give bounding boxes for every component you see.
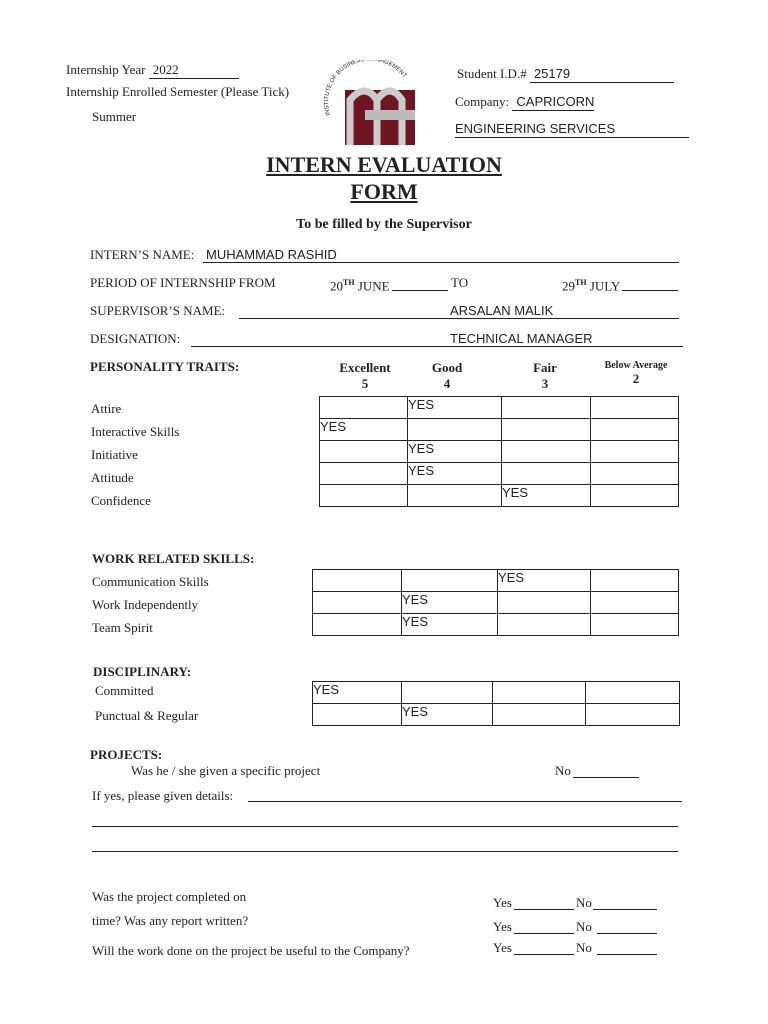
student-id-row — [457, 66, 674, 83]
rating-cell[interactable] — [408, 485, 502, 507]
yes-label-3: Yes — [493, 940, 512, 955]
project-details-line-3[interactable] — [92, 851, 678, 852]
period-to-day: 29 — [562, 278, 575, 294]
rating-cell[interactable] — [408, 419, 502, 441]
rating-cell[interactable] — [313, 614, 402, 636]
table-row — [320, 463, 679, 485]
rating-cell[interactable] — [313, 570, 402, 592]
rating-cell[interactable] — [591, 592, 679, 614]
no-label-2: No — [576, 919, 592, 934]
period-to[interactable] — [562, 275, 620, 294]
project-details-line-1[interactable] — [248, 801, 682, 802]
rating-cell[interactable] — [591, 485, 679, 507]
no-label-3: No — [576, 940, 592, 955]
yes-label-1: Yes — [493, 895, 512, 910]
rating-cell[interactable] — [591, 397, 679, 419]
company-row — [455, 94, 594, 111]
project-completed-question-1: Was the project completed on — [92, 889, 247, 904]
row-label: Communication Skills — [92, 574, 209, 589]
table-row — [320, 485, 679, 507]
rating-cell[interactable]: YES — [408, 441, 502, 463]
form-title-2: FORM — [350, 179, 418, 204]
institute-logo — [320, 60, 420, 150]
rating-cell[interactable] — [313, 592, 402, 614]
rating-excellent — [322, 360, 408, 392]
rating-cell[interactable] — [502, 441, 591, 463]
period-to-sup: TH — [575, 278, 587, 287]
rating-cell[interactable] — [320, 485, 408, 507]
rating-fair — [502, 360, 588, 392]
rating-cell[interactable] — [313, 704, 402, 726]
row-label: Team Spirit — [92, 620, 153, 635]
table-row — [313, 592, 679, 614]
company-field-2[interactable]: ENGINEERING SERVICES — [455, 121, 689, 138]
rating-cell[interactable] — [498, 614, 591, 636]
row-label: Committed — [95, 683, 154, 698]
project-specific-question: Was he / she given a specific project — [131, 763, 321, 778]
project-completed-question-2: time? Was any report written? — [92, 913, 249, 928]
student-id-field[interactable]: 25179 — [530, 66, 674, 83]
rating-excellent-label: Excellent — [339, 360, 391, 375]
project-details-label: If yes, please given details: — [92, 788, 234, 803]
rating-below-num: 2 — [632, 371, 640, 386]
rating-cell[interactable] — [502, 419, 591, 441]
rating-cell[interactable] — [498, 592, 591, 614]
period-from-sup: TH — [343, 278, 355, 287]
yes-field-1[interactable] — [514, 909, 574, 910]
project-specific-no-field[interactable] — [573, 777, 639, 778]
table-row — [313, 614, 679, 636]
rating-cell[interactable]: YES — [408, 463, 502, 485]
row-label: Confidence — [91, 493, 151, 508]
personality-heading: PERSONALITY TRAITS: — [90, 359, 240, 374]
rating-cell[interactable] — [502, 463, 591, 485]
personality-table — [319, 396, 679, 507]
project-useful-question: Will the work done on the project be useful to the Company? — [92, 943, 410, 958]
row-label: Work Independently — [92, 597, 199, 612]
project-details-line-2[interactable] — [92, 826, 678, 827]
rating-excellent-num: 5 — [361, 376, 369, 391]
rating-cell[interactable] — [493, 704, 586, 726]
row-label: Attire — [91, 401, 122, 416]
rating-cell[interactable] — [591, 419, 679, 441]
rating-below-average — [592, 360, 680, 387]
supervisor-label: SUPERVISOR’S NAME: — [90, 303, 226, 318]
rating-cell[interactable]: YES — [402, 704, 493, 726]
table-row — [320, 441, 679, 463]
company-row-2 — [455, 121, 689, 138]
yes-field-2[interactable] — [514, 933, 574, 934]
internship-year-field[interactable]: 2022 — [149, 62, 239, 79]
rating-cell[interactable] — [591, 570, 679, 592]
period-label: PERIOD OF INTERNSHIP FROM — [90, 275, 276, 290]
rating-cell[interactable] — [402, 682, 493, 704]
form-subtitle: To be filled by the Supervisor — [296, 217, 472, 232]
period-from-month: JUNE — [357, 278, 390, 294]
period-to-month: JULY — [589, 278, 621, 294]
semester-value: Summer — [92, 109, 137, 124]
period-from-day: 20 — [330, 278, 343, 294]
internship-year-label: Internship Year — [66, 62, 146, 77]
rating-good-num: 4 — [443, 376, 451, 391]
rating-cell[interactable] — [320, 397, 408, 419]
svg-text:INSTITUTE OF BUSINESS MANAGEME: INSTITUTE OF BUSINESS NAGEMENT — [324, 60, 408, 117]
table-row — [320, 419, 679, 441]
disciplinary-heading: DISCIPLINARY: — [93, 664, 192, 679]
rating-cell[interactable] — [591, 441, 679, 463]
designation-underline — [191, 346, 683, 347]
row-label: Interactive Skills — [91, 424, 180, 439]
rating-cell[interactable] — [591, 463, 679, 485]
yes-field-3[interactable] — [514, 954, 574, 955]
project-specific-no-label: No — [555, 763, 571, 778]
rating-cell[interactable]: YES — [408, 397, 502, 419]
intern-name-underline — [203, 262, 679, 263]
company-field-1[interactable]: CAPRICORN — [512, 94, 594, 111]
rating-cell[interactable] — [320, 441, 408, 463]
work-table — [312, 569, 679, 636]
rating-fair-label: Fair — [533, 360, 557, 375]
rating-cell[interactable]: YES — [313, 682, 402, 704]
rating-cell[interactable] — [493, 682, 586, 704]
rating-cell[interactable] — [402, 570, 498, 592]
period-from-underline — [392, 290, 448, 291]
internship-year-row — [66, 62, 239, 79]
rating-good-label: Good — [431, 360, 463, 375]
rating-cell[interactable] — [320, 463, 408, 485]
row-label: Attitude — [91, 470, 134, 485]
rating-cell[interactable] — [502, 397, 591, 419]
table-row — [313, 704, 680, 726]
rating-cell[interactable] — [586, 704, 680, 726]
row-label: Initiative — [91, 447, 138, 462]
period-from[interactable] — [330, 275, 390, 294]
rating-cell[interactable]: YES — [498, 570, 591, 592]
table-row — [313, 682, 680, 704]
rating-cell[interactable]: YES — [402, 614, 498, 636]
company-label: Company: — [455, 94, 510, 109]
table-row — [313, 570, 679, 592]
designation-label: DESIGNATION: — [90, 331, 181, 346]
rating-below-label: Below Average — [604, 360, 668, 371]
no-field-1[interactable] — [593, 909, 657, 910]
period-to-underline — [622, 290, 678, 291]
institute-logo-icon — [320, 60, 420, 150]
projects-heading: PROJECTS: — [90, 747, 163, 762]
supervisor-value[interactable]: ARSALAN MALIK — [450, 303, 554, 318]
rating-cell[interactable]: YES — [402, 592, 498, 614]
disciplinary-table — [312, 681, 680, 726]
designation-value[interactable]: TECHNICAL MANAGER — [450, 331, 593, 346]
work-heading: WORK RELATED SKILLS: — [92, 551, 255, 566]
student-id-label: Student I.D.# — [457, 66, 527, 81]
rating-cell[interactable]: YES — [502, 485, 591, 507]
rating-cell[interactable]: YES — [320, 419, 408, 441]
period-to-label: TO — [451, 275, 469, 290]
row-label: Punctual & Regular — [95, 708, 199, 723]
semester-label: Internship Enrolled Semester (Please Tick) — [66, 84, 290, 99]
yes-label-2: Yes — [493, 919, 512, 934]
no-field-3[interactable] — [597, 954, 657, 955]
no-field-2[interactable] — [597, 933, 657, 934]
intern-name-label: INTERN’S NAME: — [90, 247, 195, 262]
form-title-1: INTERN EVALUATION — [266, 152, 502, 177]
rating-cell[interactable] — [591, 614, 679, 636]
rating-cell[interactable] — [586, 682, 680, 704]
table-row — [320, 397, 679, 419]
no-label-1: No — [576, 895, 592, 910]
intern-name-value[interactable]: MUHAMMAD RASHID — [206, 247, 337, 262]
rating-fair-num: 3 — [541, 376, 549, 391]
rating-good — [404, 360, 490, 392]
